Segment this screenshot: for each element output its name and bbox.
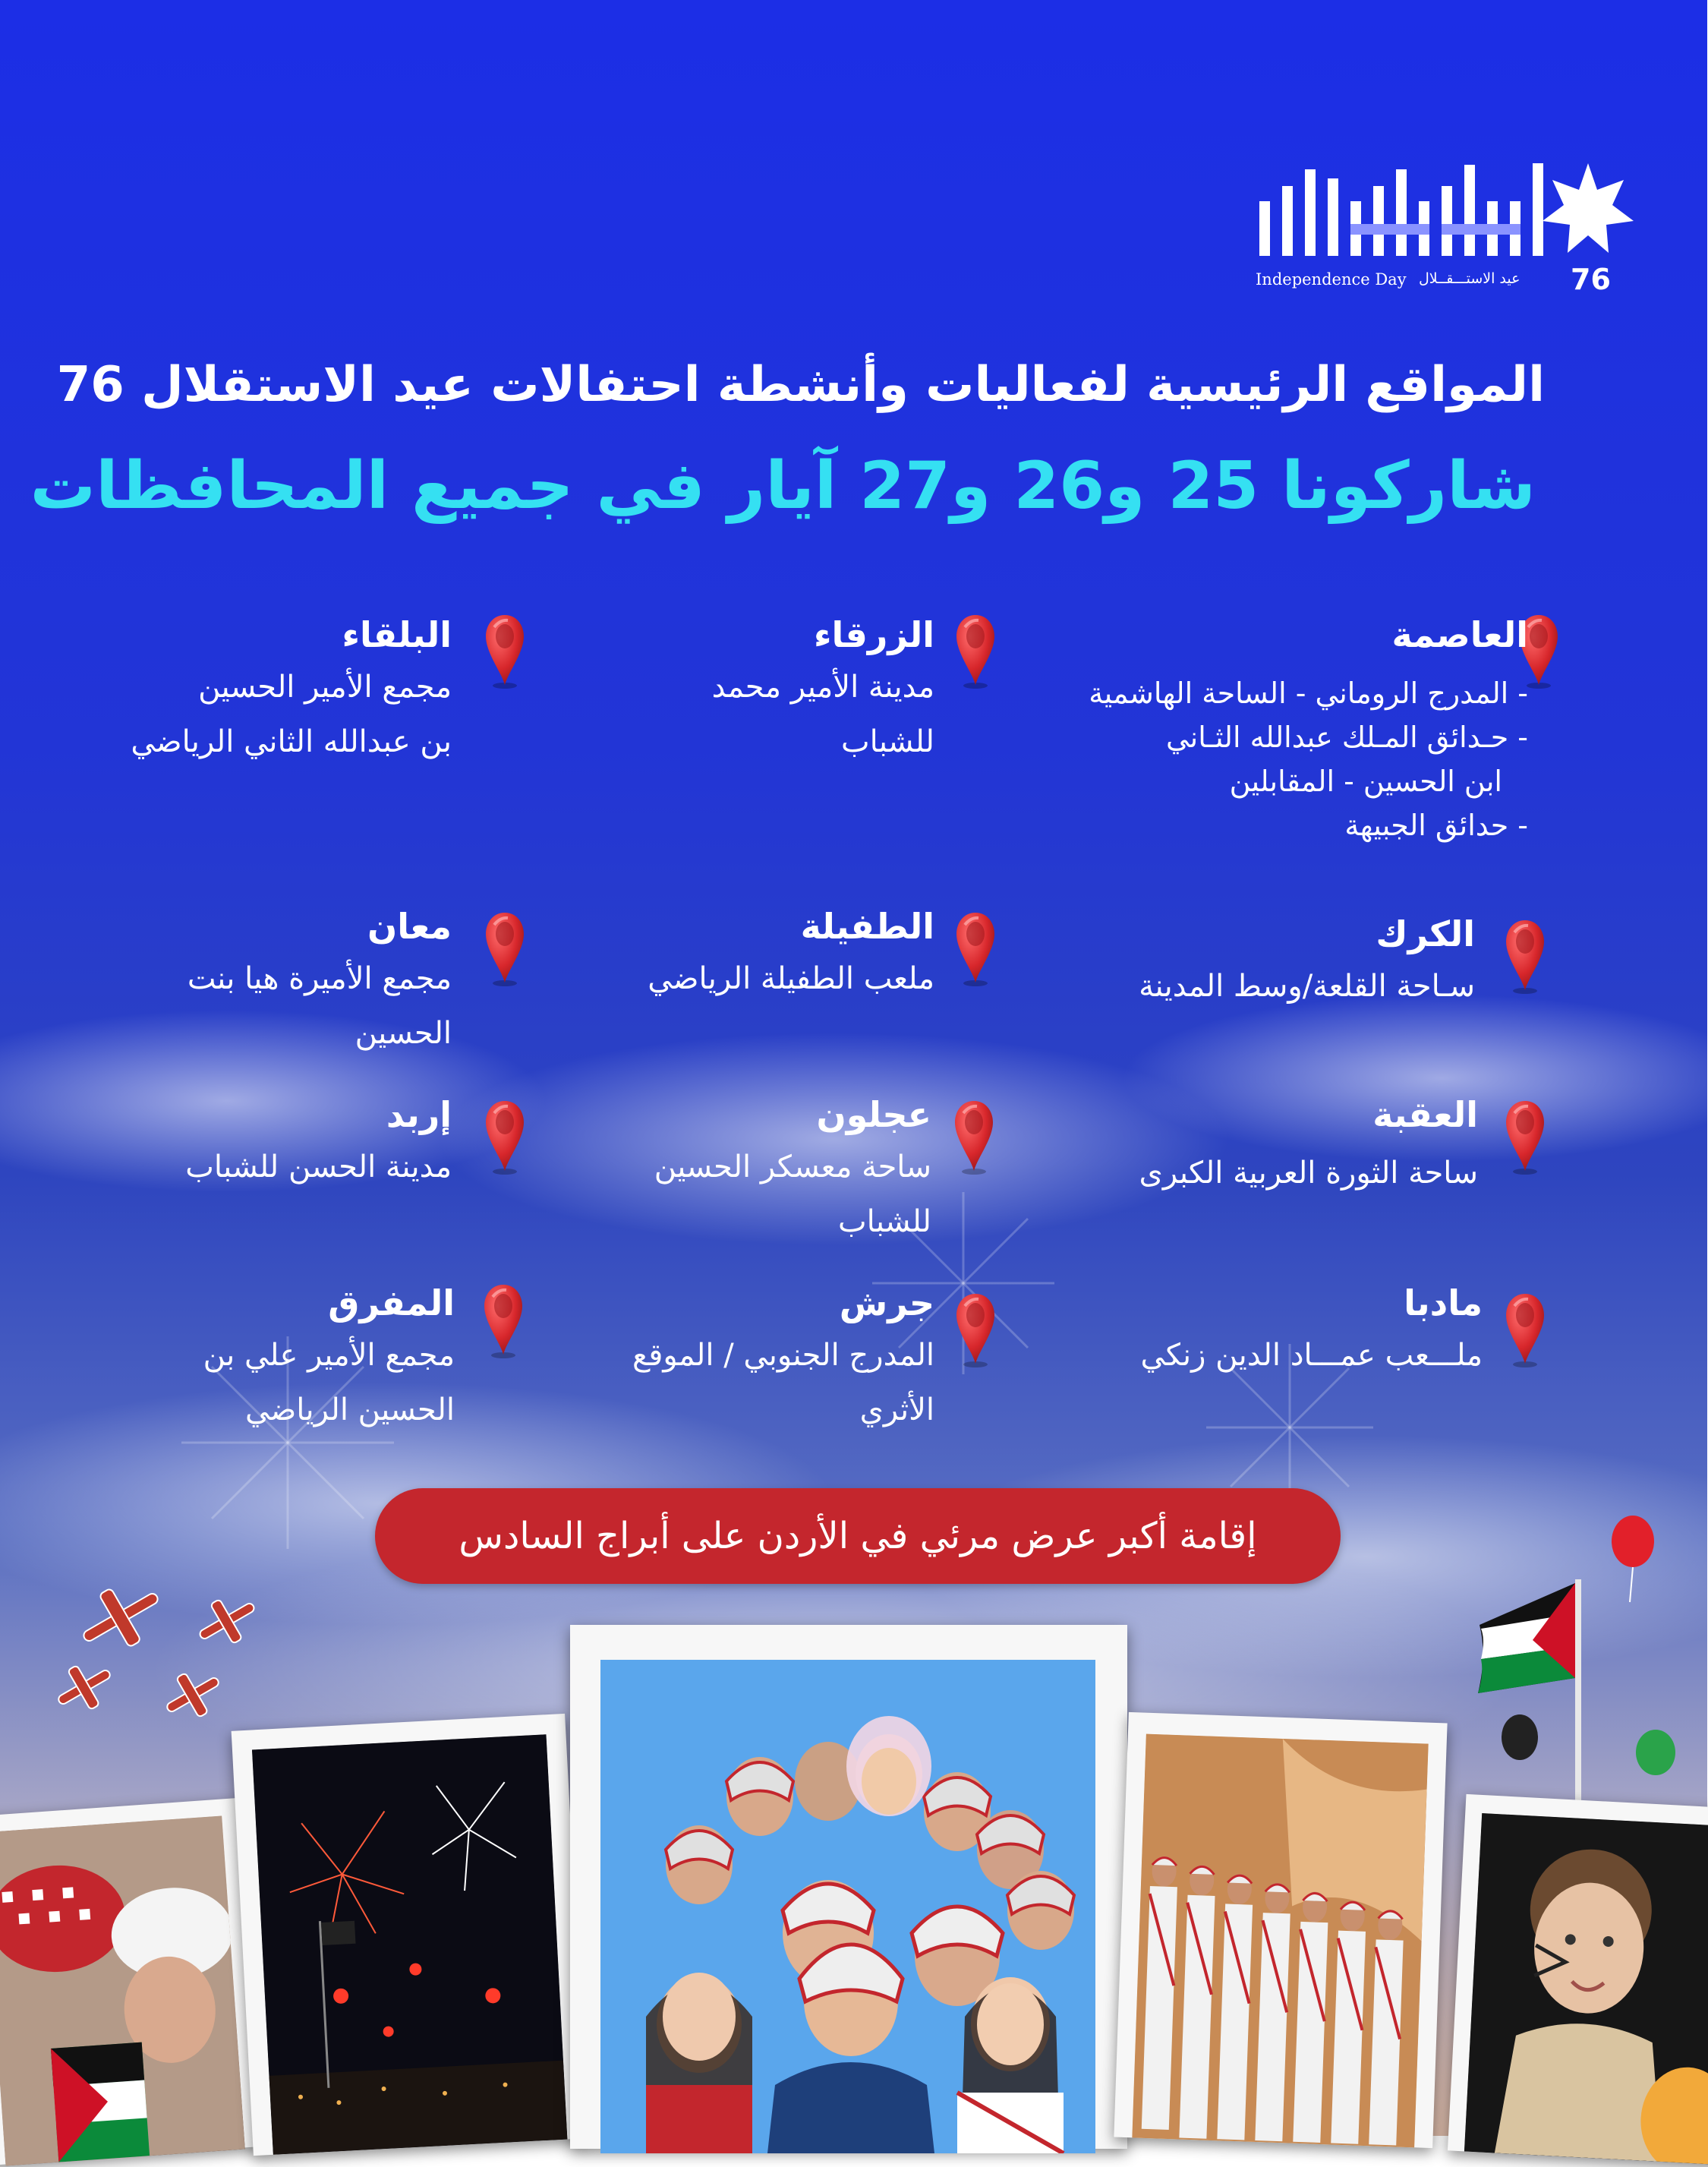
location-pin-icon [484,1099,527,1175]
location-desc: ساحة معسكر الحسين [654,1150,932,1184]
location-pin-icon [484,911,527,987]
location-desc: ساحة الثورة العربية الكبرى [1139,1156,1479,1191]
location-pin-icon [953,1099,996,1175]
location-name: جرش [840,1282,935,1323]
location-ajloun [655,1092,932,1247]
location-pin-icon [1505,1292,1547,1368]
location-desc: مجمع الأمير الحسين [199,670,452,705]
location-desc: ملعب الطفيلة الرياضي [648,961,935,996]
location-item: ابن الحسين - المقابلين [1230,765,1503,798]
location-name: معان [368,906,452,947]
location-name: الطفيلة [801,906,935,947]
star-icon [1543,163,1634,253]
location-desc: بن عبدالله الثاني الرياضي [131,724,452,759]
location-name: المفرق [329,1282,455,1323]
location-desc: مدينة الحسن للشباب [186,1150,452,1184]
location-maan [188,904,452,1058]
photo-crowd [0,1798,263,2165]
location-desc: مدينة الأمير محمد [712,670,935,705]
location-pin-icon [483,1283,525,1359]
location-jerash [633,1280,935,1435]
location-karak [1139,911,1476,1011]
location-pin-icon [955,1292,997,1368]
location-irbid [186,1092,452,1192]
location-desc: مجمع الأميرة هيا بنت [188,961,452,996]
location-madaba [1142,1280,1483,1380]
location-name: إربد [386,1094,452,1135]
location-pin-icon [955,911,997,987]
photo-dancers [1114,1712,1448,2148]
location-balqa [131,612,452,767]
location-name: البلقاء [342,614,452,655]
location-desc: سـاحة القلعة/وسط المدينة [1139,969,1476,1004]
photo-group [571,1625,1128,2149]
location-pin-icon [484,614,527,689]
location-aqaba [1140,1092,1479,1198]
page-subtitle: شاركونا 25 و26 و27 آيار في جميع المحافظات [30,448,1536,524]
logo-arabic-text: عيد الاستـــقــلال [1420,270,1521,287]
location-pin-icon [955,614,997,689]
location-desc: مجمع الأمير علي بن [203,1338,455,1373]
location-capital [1089,612,1529,847]
location-desc: الحسين [355,1016,452,1051]
location-desc: الأثري [860,1393,935,1427]
highlight-banner: إقامة أكبر عرض مرئي في الأردن على أبراج السادس [376,1488,1341,1584]
page-title: المواقع الرئيسية لفعاليات وأنشطة احتفالات عيد الاستقلال 76 [57,357,1546,413]
location-pin-icon [1505,919,1547,995]
logo-number: 76 [1571,263,1612,296]
location-name: العاصمة [1392,614,1529,655]
location-item: - حـدائق المـلك عبدالله الثـاني [1166,721,1529,754]
location-desc: المدرج الجنوبي / الموقع [632,1338,935,1373]
location-item: - المدرج الروماني - الساحة الهاشمية [1089,677,1529,710]
location-mafraq [204,1280,455,1435]
location-pin-icon [1505,1099,1547,1175]
location-name: مادبا [1404,1282,1483,1323]
photo-fireworks [232,1714,588,2156]
location-name: الكرك [1376,913,1476,954]
logo-english-text: Independence Day [1256,270,1407,289]
location-name: عجلون [817,1094,932,1135]
location-desc: الحسين الرياضي [245,1393,455,1427]
location-desc: ملـــعب عمـــاد الدين زنكي [1141,1338,1483,1373]
location-name: العقبة [1373,1094,1479,1135]
location-name: الزرقاء [814,614,935,655]
location-desc: للشباب [841,724,935,759]
location-desc: للشباب [838,1204,932,1239]
location-zarqa [713,612,935,767]
location-item: - حدائق الجبيهة [1345,809,1529,842]
photo-child [1448,1794,1708,2165]
location-tafilah [648,904,935,1004]
